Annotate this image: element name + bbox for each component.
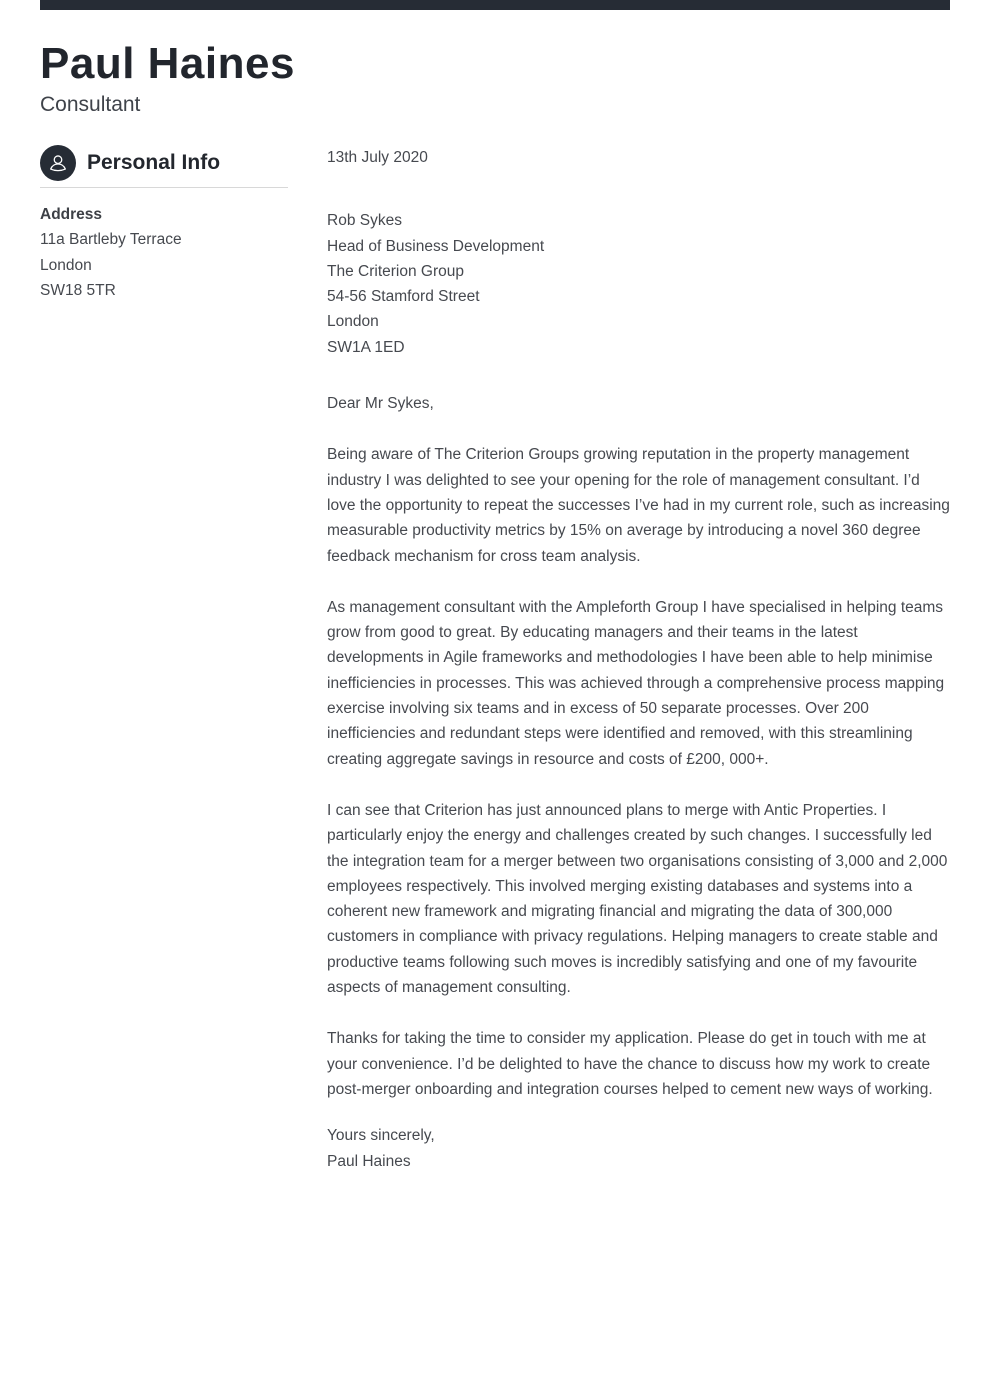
content-columns — [40, 145, 950, 1174]
closing-block — [327, 1123, 950, 1174]
letter-paragraph: I can see that Criterion has just announced plans to merge with Antic Properties. I particularly enjoy the energy and challenges created by such changes. I successfully led the integration team for a merger between two organisations consisting of 3,000 and 2,000 employees respectively. This involved merging existing databases and systems into a coherent new framework and migrating financial and migrating the data of 300,000 customers in compliance with privacy regulations. Helping managers to create stable and productive teams following such moves is incredibly satisfying and one of my favourite aspects of management consulting. — [327, 801, 948, 997]
recipient-line: The Criterion Group — [327, 262, 464, 280]
recipient-line: Rob Sykes — [327, 212, 402, 230]
sidebar — [40, 145, 288, 1174]
personal-info-section-header — [40, 145, 288, 188]
letter-paragraph: Thanks for taking the time to consider my application. Please do get in touch with me at your convenience. I’d be delighted to have the chance to discuss how my work to create post-merger onboarding and integration courses helped to cement new ways of working. — [327, 1030, 933, 1098]
letter-paragraph: As management consultant with the Ampleforth Group I have specialised in helping teams grow from good to great. By educating managers and their teams in the latest developments in Agile frameworks and methodologies I have been able to help minimise inefficiencies in processes. This was achieved through a comprehensive process mapping exercise involving six teams and in excess of 50 separate processes. Over 200 inefficiencies and redundant steps were identified and removed, with this streamlining creating aggregate savings in resource and costs of £200, 000+. — [327, 598, 945, 768]
recipient-block — [327, 208, 950, 360]
address-line: 11a Bartleby Terrace — [40, 231, 182, 249]
applicant-job-title: Consultant — [40, 93, 141, 116]
letter-header — [40, 39, 950, 116]
accent-top-bar — [40, 0, 950, 10]
recipient-line: SW1A 1ED — [327, 338, 405, 356]
letter-body — [327, 145, 950, 1174]
letter-date: 13th July 2020 — [327, 149, 428, 166]
recipient-line: 54-56 Stamford Street — [327, 288, 480, 306]
recipient-line: Head of Business Development — [327, 237, 545, 255]
address-line: SW18 5TR — [40, 281, 116, 299]
recipient-line: London — [327, 313, 379, 331]
applicant-name: Paul Haines — [40, 39, 295, 88]
address-line: London — [40, 256, 92, 274]
letter-paragraph: Being aware of The Criterion Groups growing reputation in the property management industry I was delighted to see your opening for the role of management consultant. I’d love the opportunity to repeat the successes I’ve had in my current role, such as increasing measurable productivity metrics by 15% on average by introducing a novel 360 degree feedback mechanism for cross team analysis. — [327, 446, 950, 565]
address-label: Address — [40, 206, 103, 223]
address-field — [40, 202, 288, 303]
personal-info-title: Personal Info — [87, 151, 221, 174]
signature-name: Paul Haines — [327, 1152, 411, 1170]
salutation: Dear Mr Sykes, — [327, 395, 434, 413]
closing-phrase: Yours sincerely, — [327, 1127, 435, 1145]
person-icon — [40, 145, 76, 181]
